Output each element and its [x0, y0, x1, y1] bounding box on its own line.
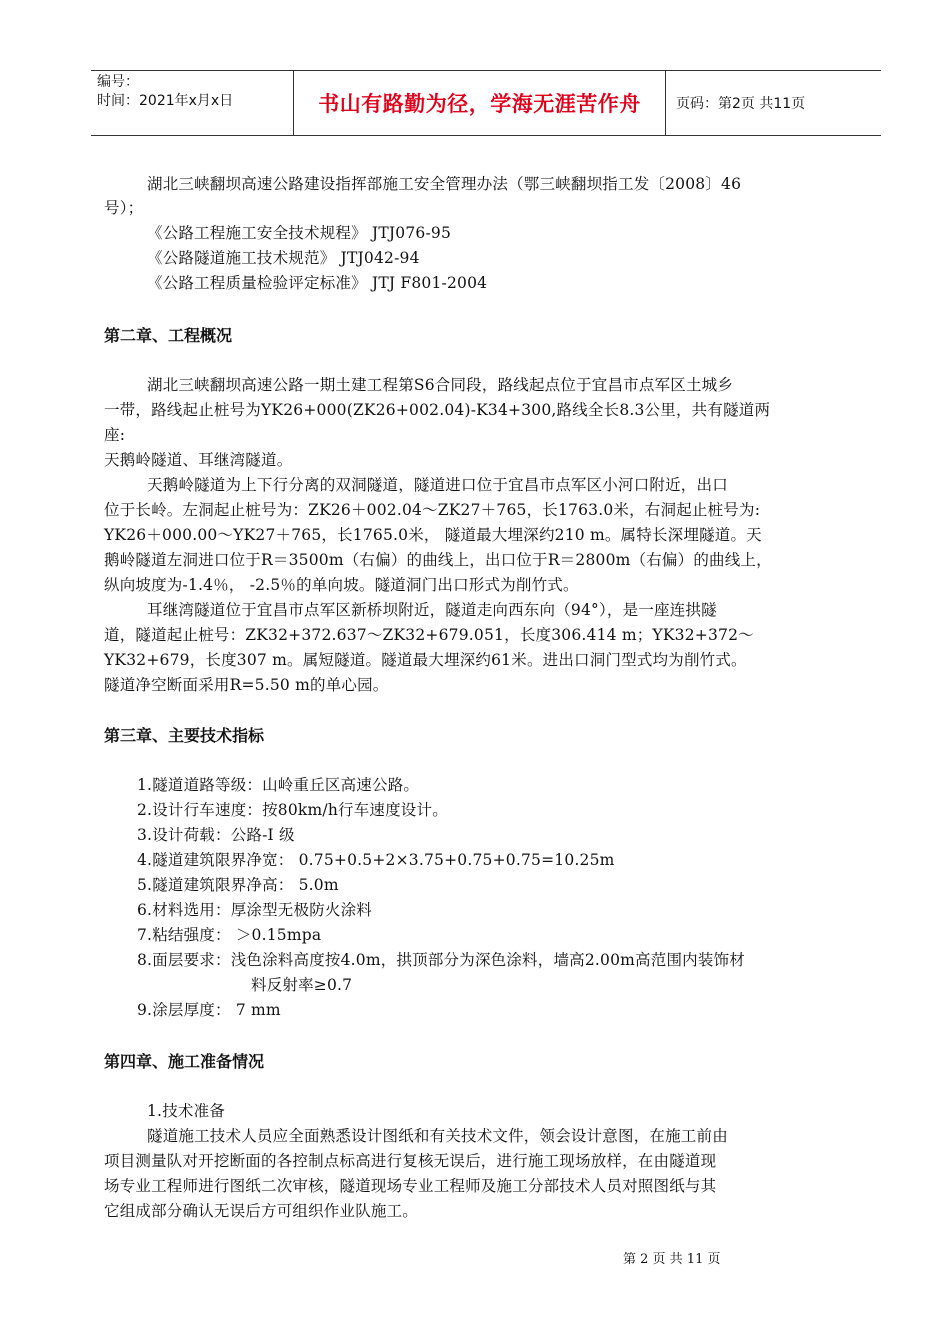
spec-item-continued: 料反射率≥0.7: [251, 976, 353, 994]
ref-line: 《公路工程施工安全技术规程》 JTJ076-95: [147, 224, 452, 242]
paragraph-line: 隧道净空断面采用R=5.50 m的单心园。: [104, 676, 389, 694]
paragraph-line: 座:: [104, 426, 126, 444]
paragraph-line: 天鹅岭隧道、耳继湾隧道。: [104, 451, 293, 469]
page-header: [91, 70, 881, 136]
spec-item: 7.粘结强度： ＞0.15mpa: [137, 926, 322, 944]
paragraph-line: 项目测量队对开挖断面的各控制点标高进行复核无误后，进行施工现场放样，在由隧道现: [104, 1152, 717, 1170]
spec-item: 3.设计荷载：公路-Ⅰ 级: [137, 826, 295, 844]
paragraph-line: 湖北三峡翻坝高速公路一期土建工程第S6合同段，路线起点位于宜昌市点军区土城乡: [147, 376, 734, 394]
number-label: 编号：: [97, 74, 139, 90]
spec-item: 6.材料选用：厚涂型无极防火涂料: [137, 901, 372, 919]
ref-line: 号）；: [104, 199, 144, 217]
header-meta: [91, 71, 293, 135]
paragraph-line: 纵向坡度为-1.4％， -2.5％的单向坡。隧道洞门出口形式为削竹式。: [104, 576, 579, 594]
paragraph-line: 鹅岭隧道左洞进口位于R＝3500m（右偏）的曲线上，出口位于R＝2800m（右偏）的曲线上，: [104, 551, 772, 569]
chapter-3-title: 第三章、主要技术指标: [104, 726, 265, 745]
paragraph-line: 耳继湾隧道位于宜昌市点军区新桥坝附近，隧道走向西东向（94°），是一座连拱隧: [147, 601, 717, 619]
ref-line: 湖北三峡翻坝高速公路建设指挥部施工安全管理办法（鄂三峡翻坝指工发〔2008〕46: [147, 175, 742, 193]
paragraph-line: 道，隧道起止桩号：ZK32+372.637～ZK32+679.051，长度306.414 m；YK32+372～: [104, 626, 754, 644]
page-footer: 第 2 页 共 11 页: [623, 1252, 721, 1267]
paragraph-line: 一带，路线起止桩号为YK26+000(ZK26+002.04)-K34+300,路线全长8.3公里，共有隧道两: [104, 401, 771, 419]
paragraph-line: 位于长岭。左洞起止桩号为：ZK26＋002.04～ZK27＋765，长1763.0米，右洞起止桩号为:: [104, 501, 761, 519]
spec-item: 4.隧道建筑限界净宽： 0.75+0.5+2×3.75+0.75+0.75=10.25m: [137, 851, 615, 869]
paragraph-line: YK26＋000.00～YK27＋765，长1765.0米， 隧道最大埋深约210 m。属特长深埋隧道。天: [104, 526, 762, 544]
paragraph-line: 场专业工程师进行图纸二次审核，隧道现场专业工程师及施工分部技术人员对照图纸与其: [104, 1177, 717, 1195]
paragraph-line: YK32+679，长度307 m。属短隧道。隧道最大埋深约61米。进出口洞门型式均为削竹式。: [104, 651, 747, 669]
spec-item: 2.设计行车速度：按80km/h行车速度设计。: [137, 801, 448, 819]
spec-item: 5.隧道建筑限界净高： 5.0m: [137, 876, 339, 894]
ref-line: 《公路工程质量检验评定标准》 JTJ F801-2004: [147, 274, 488, 292]
paragraph-line: 天鹅岭隧道为上下行分离的双洞隧道，隧道进口位于宜昌市点军区小河口附近，出口: [147, 476, 728, 494]
chapter-4-title: 第四章、施工准备情况: [104, 1052, 265, 1071]
motto: 书山有路勤为径，学海无涯苦作舟: [293, 71, 666, 135]
subsection-title: 1.技术准备: [147, 1102, 225, 1120]
paragraph-line: 它组成部分确认无误后方可组织作业队施工。: [104, 1202, 419, 1220]
time-label: 时间：2021年x月x日: [97, 93, 234, 109]
ref-line: 《公路隧道施工技术规范》 JTJ042-94: [147, 249, 420, 267]
spec-item: 8.面层要求：浅色涂料高度按4.0m，拱顶部分为深色涂料，墙高2.00m高范围内装饰材: [137, 951, 745, 969]
spec-item: 9.涂层厚度： 7 mm: [137, 1001, 281, 1019]
chapter-2-title: 第二章、工程概况: [104, 326, 233, 345]
spec-item: 1.隧道道路等级：山岭重丘区高速公路。: [137, 776, 420, 794]
page-code: 页码：第2页 共11页: [676, 96, 806, 112]
paragraph-line: 隧道施工技术人员应全面熟悉设计图纸和有关技术文件，领会设计意图，在施工前由: [147, 1127, 728, 1145]
